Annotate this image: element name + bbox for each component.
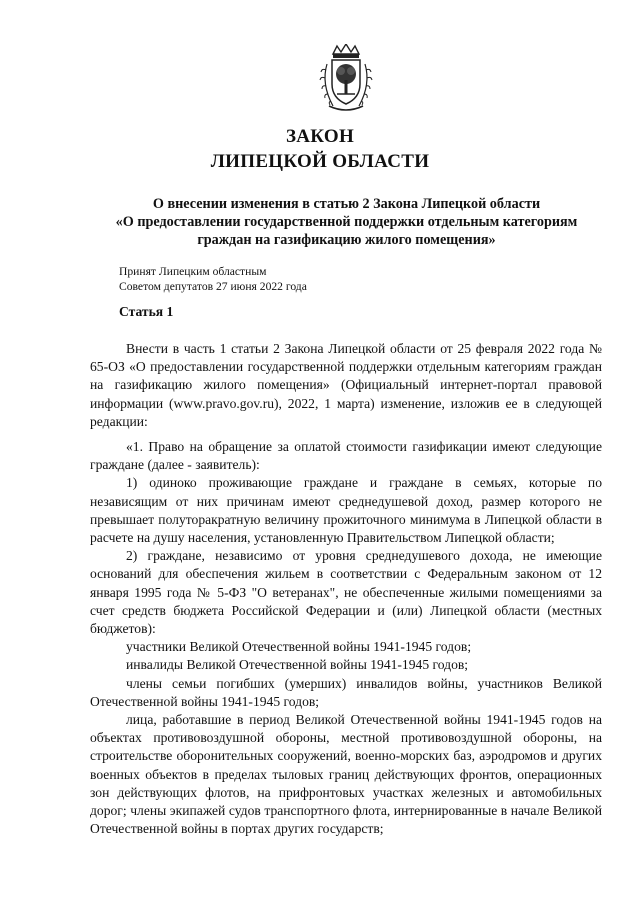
article-intro-block bbox=[90, 340, 602, 431]
body-paragraph: члены семьи погибших (умерших) инвалидов войны, участников Великой Отечественной войны 1941-1945 годов; bbox=[90, 675, 602, 709]
law-title: ЗАКОН bbox=[285, 126, 355, 147]
lipetsk-coat-of-arms-icon bbox=[317, 44, 375, 112]
subtitle-line: «О предоставлении государственной поддержки отдельным категориям bbox=[115, 214, 578, 230]
adoption-line: Принят Липецким областным bbox=[119, 265, 267, 278]
region-title: ЛИПЕЦКОЙ ОБЛАСТИ bbox=[210, 151, 430, 172]
subtitle-line: О внесении изменения в статью 2 Закона Липецкой области bbox=[152, 196, 541, 212]
body-paragraph: 2) граждане, независимо от уровня среднедушевого дохода, не имеющие оснований для обеспечения жильем в соответствии с Федеральным законом от 12 января 1995 года № 5-ФЗ "О ветеранах", не обеспеченные жилыми помещениями за счет средств бюджета Российской Федерации и (или) Липецкой области (местных бюджетов): bbox=[90, 548, 602, 637]
body-paragraph: инвалиды Великой Отечественной войны 1941-1945 годов; bbox=[126, 657, 469, 673]
body-paragraph: «1. Право на обращение за оплатой стоимости газификации имеют следующие граждане (далее - заявитель): bbox=[90, 439, 602, 473]
article-body bbox=[90, 438, 602, 838]
article-heading: Статья 1 bbox=[119, 304, 174, 319]
body-paragraph: лица, работавшие в период Великой Отечественной войны 1941-1945 годов на объектах противовоздушной обороны, местной противовоздушной обороны, на строительстве оборонительных сооружений, военно-морских баз, аэродромов и других военных объектов в пределах тыловых границ действующих фронтов, операционных зон действующих флотов, на прифронтовых участках железных и автомобильных дорог; члены экипажей судов транспортного флота, интернированные в начале Великой Отечественной войны в портах других государств; bbox=[90, 712, 602, 837]
body-paragraph: 1) одиноко проживающие граждане и граждане в семьях, которые по независящим от них причинам имеют среднедушевой доход, размер которого не превышает полуторакратную величину прожиточного минимума в Липецкой области в расчете на душу населения, установленную Правительством Липецкой области; bbox=[90, 475, 602, 546]
body-paragraph: участники Великой Отечественной войны 1941-1945 годов; bbox=[126, 639, 472, 655]
adoption-note bbox=[119, 264, 307, 294]
article-intro: Внести в часть 1 статьи 2 Закона Липецкой области от 25 февраля 2022 года № 65-ОЗ «О предоставлении государственной поддержки отдельным категориям граждан на газификацию жилого помещения» (Официальный интернет-портал правовой информации (www.pravo.gov.ru), 2022, 1 марта) изменение, изложив ее в следующей редакции: bbox=[90, 341, 602, 429]
subtitle-line: граждан на газификацию жилого помещения» bbox=[197, 232, 496, 248]
law-subtitle bbox=[80, 195, 613, 249]
adoption-line: Советом депутатов 27 июня 2022 года bbox=[119, 280, 307, 293]
